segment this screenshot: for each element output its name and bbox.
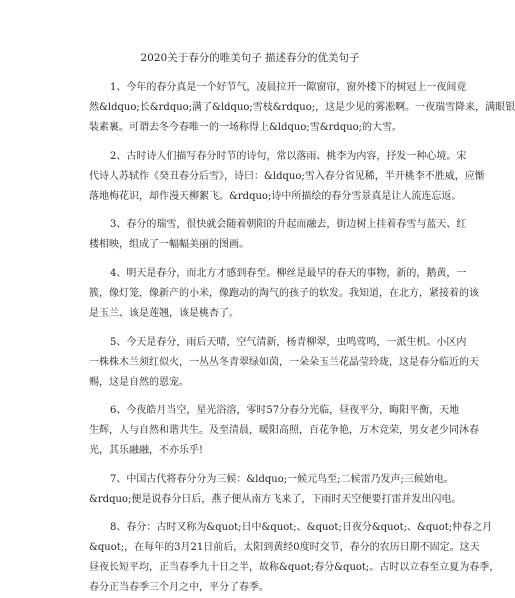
paragraph-line: 7、中国古代将春分分为三候：&ldquo;一候元鸟至;二候雷乃发声;三候始电。 bbox=[110, 474, 454, 485]
paragraph-line: 春分正当春季三个月之中，平分了春季。 bbox=[89, 582, 269, 593]
paragraph-2 bbox=[89, 147, 485, 207]
document-title: 2020关于春分的唯美句子 描述春分的优美句子 bbox=[140, 52, 360, 64]
paragraph-line: 代诗人苏轼作《癸丑春分后雪》，诗曰：&ldquo;雪入春分省见稀，半开桃李不胜威，应惭 bbox=[89, 171, 485, 182]
paragraph-5 bbox=[89, 333, 479, 393]
paragraph-line: 5、今天是春分，雨后天晴，空气清新，杨青柳翠，虫鸣莺鸣，一派生机。小区内 bbox=[110, 337, 467, 348]
paragraph-8 bbox=[89, 518, 500, 598]
paragraph-line: 1、今年的春分真是一个好节气，凌晨拉开一隙窗帘，窗外楼下的树冠上一夜间竟 bbox=[110, 82, 467, 93]
paragraph-line: &rdquo;便是说春分日后，燕子便从南方飞来了，下雨时天空便要打雷并发出闪电。 bbox=[89, 494, 462, 505]
paragraph-line: 是玉兰、该是莲翘，该是桃杏了。 bbox=[89, 308, 239, 319]
paragraph-line: 赐，这是自然的恩宠。 bbox=[89, 377, 189, 388]
paragraph-line: 8、春分：古时又称为&quot;日中&quot;、&quot;日夜分&quot;、&quot;仲春之月 bbox=[110, 522, 493, 533]
paragraph-line: 簇，像灯笼，像新产的小米，像跑动的淘气的孩子的软发。我知道，在北方，紧接着的该 bbox=[89, 288, 479, 299]
paragraph-4 bbox=[89, 264, 479, 324]
paragraph-line: 楼相映，组成了一幅幅美丽的图画。 bbox=[89, 239, 249, 250]
paragraph-line: 然&ldquo;长&rdquo;满了&ldquo;雪枝&rdquo;，这是少见的雾凇啊。一夜瑞雪降来，满眼银 bbox=[89, 102, 515, 113]
paragraph-line: 生辉，人与自然和谐共生。及至清晨，暖阳高照，百花争艳，万木竞荣，男女老少同沐春 bbox=[89, 425, 479, 436]
paragraph-line: 4、明天是春分，而北方才感到春至。柳丝是最早的春天的事物，新的，鹅黄，一 bbox=[110, 268, 467, 279]
paragraph-1 bbox=[89, 78, 515, 138]
paragraph-line: 昼夜长短平均，正当春季九十日之半，故称&quot;春分&quot;。古时以立春至立夏为春季， bbox=[89, 562, 500, 573]
paragraph-line: 3、春分的瑞雪，很快就会随着朝阳的升起而融去，街边树上挂着春雪与蓝天、红 bbox=[110, 219, 467, 230]
paragraph-line: 2、古时诗人们描写春分时节的诗句，常以落雨、桃李为内容，抒发一种心境。宋 bbox=[110, 151, 467, 162]
paragraph-line: 一株株木兰须红似火，一丛丛冬青翠绿如茵，一朵朵玉兰花晶莹玲珑，这是春分临近的天 bbox=[89, 357, 479, 368]
paragraph-line: 装素裹。可谓去冬今春唯一的一场称得上&ldquo;雪&rdquo;的大雪。 bbox=[89, 122, 403, 133]
paragraph-3 bbox=[89, 215, 467, 255]
paragraph-7 bbox=[89, 470, 462, 510]
paragraph-line: 落地梅花识，却作漫天柳絮飞。&rdquo;诗中所描绘的春分雪景真是让人流连忘返。 bbox=[89, 191, 462, 202]
paragraph-line: 6、今夜皓月当空，星光浴溶，零时57分春分光临，昼夜平分，晦阳平衡，天地 bbox=[110, 405, 460, 416]
paragraph-6 bbox=[89, 401, 479, 461]
paragraph-line: 光，其乐融融，不亦乐乎! bbox=[89, 445, 204, 456]
paragraph-line: &quot;，在每年的3月21日前后，太阳到黄经0度时交节，春分的农历日期不固定。这天 bbox=[89, 542, 480, 553]
